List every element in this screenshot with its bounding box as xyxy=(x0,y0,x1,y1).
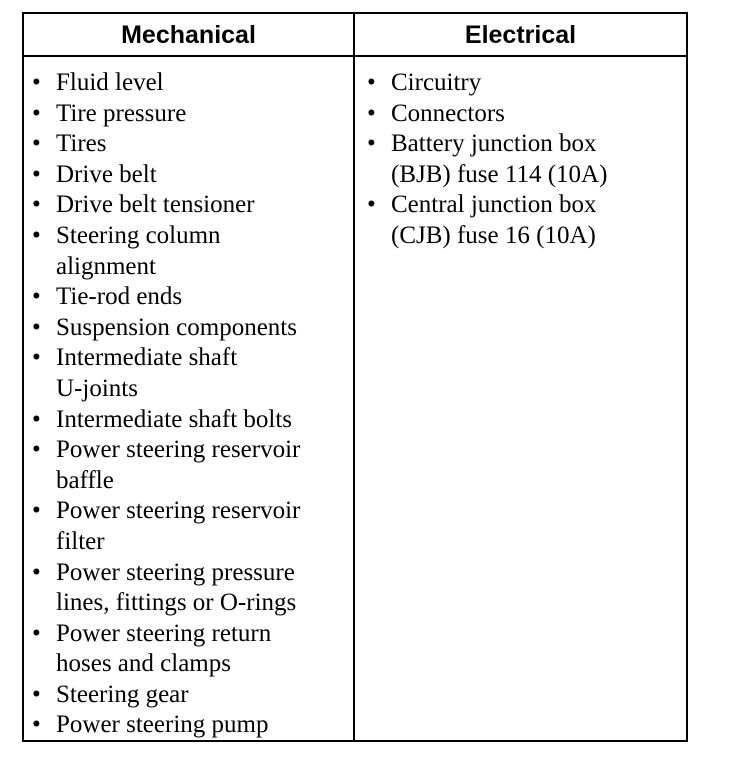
list-item-text: Power steering reservoir xyxy=(56,436,301,464)
inspection-table xyxy=(22,12,688,742)
list-item xyxy=(367,129,686,190)
list-item-text: (CJB) fuse 16 (10A) xyxy=(391,221,596,249)
bullet-icon: • xyxy=(32,711,41,739)
list-item xyxy=(32,619,353,680)
list-item-text: Central junction box xyxy=(391,191,597,219)
bullet-icon: • xyxy=(32,221,41,249)
list-item xyxy=(32,282,353,313)
bullet-icon: • xyxy=(32,160,41,188)
list-item-text: Power steering return xyxy=(56,619,272,647)
bullet-icon: • xyxy=(32,405,41,433)
list-item-text: Drive belt xyxy=(56,160,157,188)
list-item-text: Fluid level xyxy=(56,69,164,96)
list-item-text: hoses and clamps xyxy=(56,650,231,678)
mechanical-list xyxy=(24,68,353,741)
list-item xyxy=(32,405,353,436)
list-item xyxy=(367,190,686,251)
bullet-icon: • xyxy=(32,283,41,311)
list-item-text: Tires xyxy=(56,130,107,158)
list-item-text: Connectors xyxy=(391,99,505,127)
list-item-text: Intermediate shaft xyxy=(56,344,238,372)
bullet-icon: • xyxy=(32,313,41,341)
mechanical-cell xyxy=(24,57,355,741)
list-item xyxy=(32,68,353,99)
bullet-icon: • xyxy=(32,619,41,647)
list-item xyxy=(367,99,686,130)
electrical-header: Electrical xyxy=(355,14,686,57)
list-item xyxy=(32,343,353,404)
list-item-text: Suspension components xyxy=(56,313,297,341)
list-item xyxy=(367,68,686,99)
mechanical-header: Mechanical xyxy=(24,14,355,57)
bullet-icon: • xyxy=(32,99,41,127)
bullet-icon: • xyxy=(32,497,41,525)
list-item-text: filter xyxy=(56,527,105,555)
bullet-icon: • xyxy=(32,191,41,219)
list-item-text: Power steering reservoir xyxy=(56,497,301,525)
list-item xyxy=(32,710,353,741)
list-item xyxy=(32,160,353,191)
electrical-list xyxy=(355,68,686,252)
list-item-text: baffle xyxy=(56,466,114,494)
list-item-text: Battery junction box xyxy=(391,130,597,158)
list-item-text: Steering gear xyxy=(56,680,189,708)
list-item xyxy=(32,496,353,557)
bullet-icon: • xyxy=(32,436,41,464)
list-item-text: Tie-rod ends xyxy=(56,283,183,311)
list-item xyxy=(32,99,353,130)
list-item xyxy=(32,435,353,496)
list-item-text: Tire pressure xyxy=(56,99,187,127)
list-item xyxy=(32,680,353,711)
list-item-text: Intermediate shaft bolts xyxy=(56,405,293,433)
list-item-text: U-joints xyxy=(56,374,138,402)
list-item xyxy=(32,129,353,160)
bullet-icon: • xyxy=(367,191,376,219)
bullet-icon: • xyxy=(32,130,41,158)
list-item-text: Drive belt tensioner xyxy=(56,191,255,219)
bullet-icon: • xyxy=(32,344,41,372)
list-item-text: (BJB) fuse 114 (10A) xyxy=(391,160,608,188)
list-item xyxy=(32,313,353,344)
bullet-icon: • xyxy=(367,99,376,127)
list-item-text: Power steering pressure xyxy=(56,558,295,586)
list-item-text: Power steering pump xyxy=(56,711,269,739)
bullet-icon: • xyxy=(32,69,41,96)
list-item-text: Steering column xyxy=(56,221,221,249)
bullet-icon: • xyxy=(367,130,376,158)
electrical-cell xyxy=(355,57,686,741)
bullet-icon: • xyxy=(367,69,376,96)
bullet-icon: • xyxy=(32,680,41,708)
list-item xyxy=(32,558,353,619)
list-item xyxy=(32,221,353,282)
list-item-text: lines, fittings or O-rings xyxy=(56,589,297,617)
bullet-icon: • xyxy=(32,558,41,586)
list-item xyxy=(32,190,353,221)
list-item-text: Circuitry xyxy=(391,69,482,96)
list-item-text: alignment xyxy=(56,252,156,280)
